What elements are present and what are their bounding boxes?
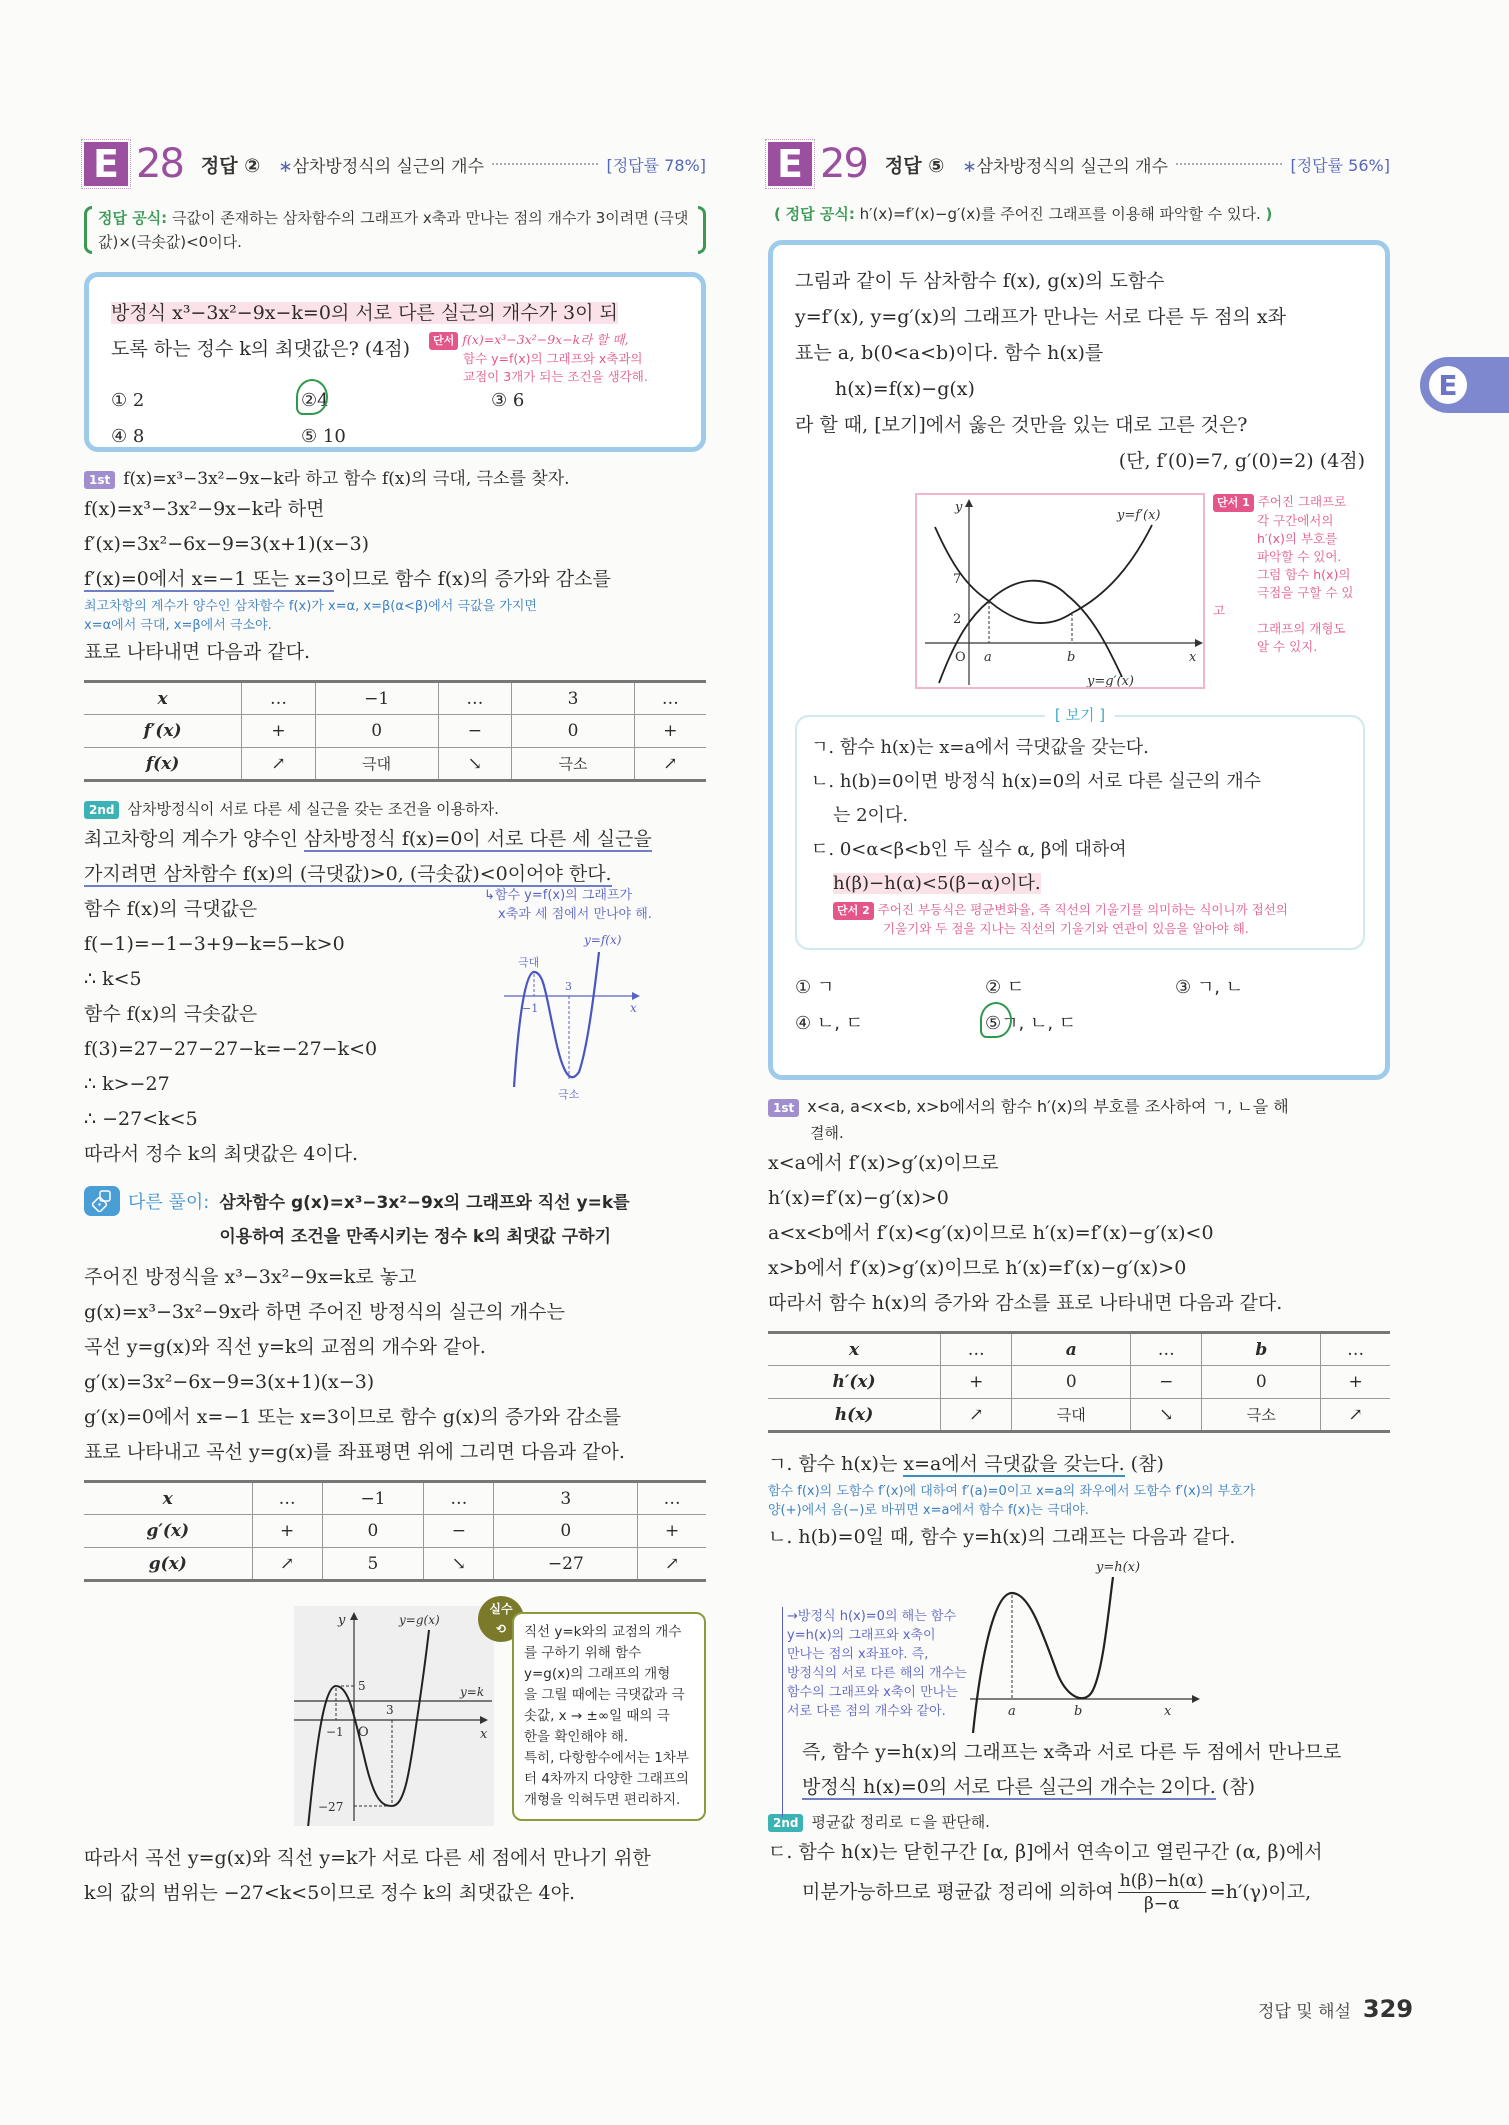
svg-text:y=f(x): y=f(x) [584,933,622,947]
fraction: $\frac{h(\beta)-h(\alpha)}{\beta-\alpha}$ [1119,1871,1204,1914]
footer-label: 정답 및 해설 [1258,2002,1351,2022]
graph-h-block [768,1555,1390,1735]
topic: ∗삼차방정식의 실근의 개수 [278,156,485,177]
graph-g [294,1606,494,1826]
question-line: 방정식 x³−3x²−9x−k=0의 서로 다른 실근의 개수가 3이 되 [111,302,618,324]
svg-text:극대: 극대 [518,956,540,969]
hint-2: 단서 2 주어진 부등식은 평균변화율, 즉 직선의 기울기를 의미하는 식이니까 접선의 기울기와 두 점을 지나는 직선의 기울기와 연관이 있음을 알아야 해. [811,901,1349,938]
solution-line: f(x)=x³−3x²−9x−k라 하면 [84,498,325,520]
hint: 단서 f(x)=x³−3x²−9x−k라 할 때, 함수 y=f(x)의 그래프와 x축과의 교점이 3개가 되는 조건을 생각해. [429,331,648,386]
svg-text:x: x [1164,1704,1172,1719]
svg-text:b: b [1067,650,1076,665]
svg-text:2: 2 [953,612,962,627]
svg-text:O: O [358,1725,369,1740]
svg-text:x: x [1189,650,1197,665]
side-note: 함수 f(x)의 도함수 f′(x)에 대하여 f′(a)=0이고 x=a의 좌우에서 도함수 f′(x)의 부호가 양(+)에서 음(−)로 바뀌면 x=a에서 함수 f(x)는 극대야. [768,1484,1256,1518]
answer-formula: ( 정답 공식: h′(x)=f′(x)−g′(x)를 주어진 그래프를 이용해 파악할 수 있다. ) [774,205,1273,223]
table-row: h(x) ↗ 극대 ↘ 극소 ↗ [768,1399,1390,1432]
svg-text:극소: 극소 [558,1088,580,1101]
problem-header [84,140,706,188]
svg-text:a: a [984,650,992,665]
choice-1[interactable]: ① ㄱ [795,977,835,998]
graph-f-sketch [504,932,644,1102]
bogi-box: [ 보기 ] ㄱ. 함수 h(x)는 x=a에서 극댓값을 갖는다. ㄴ. h(b)=0이면 방정식 h(x)=0의 서로 다른 실근의 개수 는 2이다. ㄷ. 0<α<β<b인 두 실수 α, β에 대하여 h(β)−h(α)<5(β−α)이다. 단서 2 주어진 부등식은 평균변화율, 즉 직선의 기울기를 의미하는 식이니까 접선의 기울기와 두 점을 지나는 직선의 기울기와 연관이 있음을 알아야 해. [795,715,1365,950]
svg-text:y=h(x): y=h(x) [1096,1560,1141,1575]
svg-text:3: 3 [565,980,572,993]
choice-4[interactable]: ④ 8 [111,426,145,447]
svg-text:y=g(x): y=g(x) [399,1613,440,1627]
choices [795,970,1365,1042]
answer-formula: 정답 공식: 극값이 존재하는 삼차함수의 그래프가 x축과 만나는 점의 개수가 3이려면 (극댓값)×(극솟값)<0이다. [84,206,706,254]
answer-mark: ⑤ [985,1006,1001,1042]
step-tag: 1st [84,471,115,489]
question-line: 도록 하는 정수 k의 최댓값은? (4점) [111,338,411,360]
bogi-item: ㄱ. 함수 h(x)는 x=a에서 극댓값을 갖는다. [811,737,1149,758]
mistake-badge: 실수 ⟲ [478,1596,524,1642]
graph-g-block [84,1596,706,1841]
variation-table-g [84,1480,706,1582]
problem-header [768,140,1390,188]
svg-text:y=k: y=k [460,1685,485,1699]
svg-text:y=f′(x): y=f′(x) [1117,508,1161,523]
svg-text:7: 7 [953,572,962,587]
problem-28: E 28 정답 ② ∗삼차방정식의 실근의 개수 [정답률 78%] 정답 공식: 극값이 존재하는 삼차함수의 그래프가 x축과 만나는 점의 개수가 3이려면 (극댓값)×(극솟값)<0이다. 방정식 x³−3x²−9x−k=0의 서로 다른 실근의 개수가 3이 되 도록 하는 정수 k의 최댓값은? (4점) 단서 f(x)=x³−3x²−9x−k라 할 때, 함수 y=f(x)의 그래프와 x축과의 교점이 3개가 되는 조건을 생각해. ① 2 ②4 ③ 6 ④ 8 ⑤ 10 1st f(x)=x³−3x²−9x−k라 하고 함수 f(x)의 극대, 극소를 찾자. f(x)=x³−3x²−9x−k라 하면 f′(x)=3x²−6x−9=3(x+1)(x−3) f′(x)=0에서 x=−1 또는 x=3이므로 함수 f(x)의 증가와 감소를 최고차항의 계수가 양수인 삼차함수 f(x)가 x=α, x=β(α<β)에서 극값을 가지면 x=α에서 극대, x=β에서 극소야. 표로 나타내면 다음과 같다. x … −1 … 3 … f′(x) + 0 − 0 + f(x) ↗ 극대 ↘ 극소 ↗ 2nd 삼차방정식이 서로 다른 세 실근을 갖는 조건을 이용하자. 최고차항의 계수가 양수인 삼차방정식 f(x)=0이 서로 다른 세 실근을 가지려면 삼차함수 f(x)의 (극댓값)>0, (극솟값)<0이어야 한다. 함수 f(x)의 극댓값은 f(−1)=−1−3+9−k=5−k>0 ∴ k<5 함수 f(x)의 극솟값은 f(3)=27−27−27−k=−27−k<0 ∴ k>−27 ∴ −27<k<5 따라서 정수 k의 최댓값은 4이다. ↳함수 y=f(x)의 그래프가 x축과 세 점에서 만나야 해. y=f(x) 극대 x −1 3 극소 다른 풀이: 삼차함수 g(x)=x³−3x²−9x의 그래프와 직선 y=k를 이용하여 조건을 만족시키는 정수 k의 최댓값 구하기 주어진 방정식을 x³−3x²−9x=k로 놓고 g(x)=x³−3x²−9x라 하면 주어진 방정식의 실근의 개수는 곡선 y=g(x)와 직선 y=k의 교점의 개수와 같아. g′(x)=3x²−6x−9=3(x+1)(x−3) g′(x)=0에서 x=−1 또는 x=3이므로 함수 g(x)의 증가와 감소를 표로 나타내고 곡선 y=g(x)를 좌표평면 위에 그리면 다음과 같아. x … −1 … 3 … g′(x) + 0 − 0 + g(x) ↗ 5 ↘ −27 ↗ y x O y=k y=g(x) 5 −27 −1 3 실수 ⟲ 직선 y=k와의 교점의 개수 를 구하기 위해 함수 y=g(x)의 그래프의 개형 을 그릴 때에는 극댓값과 극 솟값, x → ±∞일 때의 극 한을 확인해야 해. 특히, 다항함수에서는 1차부 터 4차까지 다양한 그래프의 개형을 익혀두면 편리하지. 따라서 곡선 y=g(x)와 직선 y=k가 서로 다른 세 점에서 만나기 위한 k의 값의 범위는 −27<k<5이므로 정수 k의 최댓값은 4야. [84,141,706,1904]
step-tag: 2nd [84,801,119,819]
svg-text:y=g′(x): y=g′(x) [1087,674,1134,689]
graph-h [968,1555,1208,1735]
bracket-left [84,206,92,254]
hint-1: 단서 1 주어진 그래프로 각 구간에서의 h′(x)의 부호를 파악할 수 있어. 그럼 함수 h(x)의 극점을 구할 수 있고 그래프의 개형도 알 수 있지. [1213,494,1354,654]
side-note: 최고차항의 계수가 양수인 삼차함수 f(x)가 x=α, x=β(α<β)에서 극값을 가지면 x=α에서 극대, x=β에서 극소야. [84,599,537,633]
choice-5[interactable]: ⑤ㄱ, ㄴ, ㄷ [985,1006,1175,1042]
correct-rate: [정답률 78%] [606,155,706,175]
bogi-item: ㄴ. h(b)=0이면 방정식 h(x)=0의 서로 다른 실근의 개수 [811,771,1261,792]
star-icon: ∗ [962,156,977,177]
side-note: →방정식 h(x)=0의 해는 함수 y=h(x)의 그래프와 x축이 만나는 점의 x좌표야. 즉, 방정식의 서로 다른 해의 개수는 함수의 그래프와 x축이 만나는 서로 다른 점의 개수와 같아. [782,1607,992,1817]
dice-icon [84,1186,120,1216]
dotted-leader [492,163,598,165]
answer-label: 정답 ② [200,154,261,177]
variation-table-h [768,1331,1390,1433]
step-2: 2nd 평균값 정리로 ㄷ을 판단해. [768,1809,1390,1835]
solution-line: f′(x)=0에서 x=−1 또는 x=3이므로 함수 f(x)의 증가와 감소를 [84,568,611,590]
answer-mark: ② [301,383,317,419]
chapter-badge: E [768,142,812,186]
question-box: 그림과 같이 두 삼차함수 f(x), g(x)의 도함수 y=f′(x), y=g′(x)의 그래프가 만나는 서로 다른 두 점의 x좌 표는 a, b(0<a<b)이다. 함수 h(x)를 h(x)=f(x)−g(x) 라 할 때, [보기]에서 옳은 것만을 있는 대로 고른 것은? (단, f′(0)=7, g′(0)=2) (4점) y x O 7 2 a b y=f′(x) y=g′(x) 단서 1 주어진 그래프로 각 구간에서의 h′(x)의 부호를 파악할 수 있어. 그럼 함수 h(x)의 극점을 구할 수 있고 그래프의 개형도 알 수 있지. [ 보기 ] ㄱ. 함수 h(x)는 x=a에서 극댓값을 갖는다. ㄴ. h(b)=0이면 방정식 h(x)=0의 서로 다른 실근의 개수 는 2이다. ㄷ. 0<α<β<b인 두 실수 α, β에 대하여 h(β)−h(α)<5(β−α)이다. 단서 2 주어진 부등식은 평균변화율, 즉 직선의 기울기를 의미하는 식이니까 접선의 기울기와 두 점을 지나는 직선의 기울기와 연관이 있음을 알아야 해. ① ㄱ ② ㄷ ③ ㄱ, ㄴ ④ ㄴ, ㄷ ⑤ㄱ, ㄴ, ㄷ [768,240,1390,1080]
svg-text:−27: −27 [318,1800,344,1814]
graph-fprime-gprime [915,493,1205,689]
choice-2[interactable]: ②4 [301,383,491,419]
solution-line: 가지려면 삼차함수 f(x)의 (극댓값)>0, (극솟값)<0이어야 한다. [84,863,612,885]
graph-block [795,483,1365,693]
correct-rate: [정답률 56%] [1290,155,1390,175]
side-note: ↳함수 y=f(x)의 그래프가 x축과 세 점에서 만나야 해. [484,888,652,922]
choice-3[interactable]: ③ 6 [491,390,525,411]
variation-table-f [84,680,706,782]
svg-text:−1: −1 [522,1002,539,1015]
step-2: 2nd 삼차방정식이 서로 다른 세 실근을 갖는 조건을 이용하자. [84,796,706,822]
star-icon: ∗ [278,156,293,177]
table-row: f(x) ↗ 극대 ↘ 극소 ↗ [84,748,706,781]
topic: ∗삼차방정식의 실근의 개수 [962,156,1169,177]
alternative-solution-header: 다른 풀이: 삼차함수 g(x)=x³−3x²−9x의 그래프와 직선 y=k를 이용하여 조건을 만족시키는 정수 k의 최댓값 구하기 [84,1186,706,1254]
solution-line: 표로 나타내면 다음과 같다. [84,641,311,663]
bracket-right [698,206,706,254]
solution-line: f′(x)=3x²−6x−9=3(x+1)(x−3) [84,533,370,555]
page-number: 329 [1362,1995,1414,2023]
table-row: h′(x) + 0 − 0 + [768,1366,1390,1399]
page-footer [1258,1995,1413,2023]
svg-text:O: O [955,650,966,665]
choice-1[interactable]: ① 2 [111,390,145,411]
svg-text:5: 5 [358,1679,366,1693]
bogi-item: ㄷ. 0<α<β<b인 두 실수 α, β에 대하여 [811,839,1127,860]
svg-text:x: x [630,1001,637,1015]
problem-number: 28 [136,141,183,187]
choice-3[interactable]: ③ ㄱ, ㄴ [1175,977,1244,998]
choice-4[interactable]: ④ ㄴ, ㄷ [795,1013,864,1034]
svg-text:3: 3 [386,1703,394,1717]
problem-number: 29 [820,141,867,187]
svg-text:y: y [955,500,963,515]
svg-text:x: x [480,1727,488,1742]
step-1: 1st f(x)=x³−3x²−9x−k라 하고 함수 f(x)의 극대, 극소를 찾자. [84,466,706,492]
table-row: f′(x) + 0 − 0 + [84,715,706,748]
choice-5[interactable]: ⑤ 10 [301,426,346,447]
step-1: 1st x<a, a<x<b, x>b에서의 함수 h′(x)의 부호를 조사하여 ㄱ, ㄴ을 해 결해. [768,1094,1390,1146]
chapter-side-tab[interactable]: E [1420,357,1509,413]
svg-text:−1: −1 [326,1725,344,1739]
chapter-badge: E [84,142,128,186]
svg-text:a: a [1008,1704,1016,1719]
svg-text:b: b [1074,1704,1083,1719]
table-row: x … −1 … 3 … [84,1482,706,1515]
choices [111,383,681,455]
table-row: x … a … b … [768,1333,1390,1366]
answer-label: 정답 ⑤ [884,154,945,177]
table-row: x … −1 … 3 … [84,682,706,715]
step2-body: 함수 f(x)의 극댓값은 f(−1)=−1−3+9−k=5−k>0 ∴ k<5 함수 f(x)의 극솟값은 f(3)=27−27−27−k=−27−k<0 ∴ k>−27 ∴ −27<k<5 따라서 정수 k의 최댓값은 4이다. ↳함수 y=f(x)의 그래프가 x축과 세 점에서 만나야 해. y=f(x) 극대 x −1 3 극소 [84,888,652,1165]
problem-29: E 29 정답 ⑤ ∗삼차방정식의 실근의 개수 [정답률 56%] ( 정답 공식: h′(x)=f′(x)−g′(x)를 주어진 그래프를 이용해 파악할 수 있다. ) 그림과 같이 두 삼차함수 f(x), g(x)의 도함수 y=f′(x), y=g′(x)의 그래프가 만나는 서로 다른 두 점의 x좌 표는 a, b(0<a<b)이다. 함수 h(x)를 h(x)=f(x)−g(x) 라 할 때, [보기]에서 옳은 것만을 있는 대로 고른 것은? (단, f′(0)=7, g′(0)=2) (4점) y x O 7 2 a b y=f′(x) y=g′(x) 단서 1 주어진 그래프로 각 구간에서의 h′(x)의 부호를 파악할 수 있어. 그럼 함수 h(x)의 극점을 구할 수 있고 그래프의 개형도 알 수 있지. [ 보기 ] ㄱ. 함수 h(x)는 x=a에서 극댓값을 갖는다. ㄴ. h(b)=0이면 방정식 h(x)=0의 서로 다른 실근의 개수 는 2이다. ㄷ. 0<α<β<b인 두 실수 α, β에 대하여 h(β)−h(α)<5(β−α)이다. 단서 2 주어진 부등식은 평균변화율, 즉 직선의 기울기를 의미하는 식이니까 접선의 기울기와 두 점을 지나는 직선의 기울기와 연관이 있음을 알아야 해. ① ㄱ ② ㄷ ③ ㄱ, ㄴ ④ ㄴ, ㄷ ⑤ㄱ, ㄴ, ㄷ 1st x<a, a<x<b, x>b에서의 함수 h′(x)의 부호를 조사하여 ㄱ, ㄴ을 해 결해. x<a에서 f′(x)>g′(x)이므로 h′(x)=f′(x)−g′(x)>0 a<x<b에서 f′(x)<g′(x)이므로 h′(x)=f′(x)−g′(x)<0 x>b에서 f′(x)>g′(x)이므로 h′(x)=f′(x)−g′(x)>0 따라서 함수 h(x)의 증가와 감소를 표로 나타내면 다음과 같다. x … a … b … h′(x) + 0 − 0 + h(x) ↗ 극대 ↘ 극소 ↗ ㄱ. 함수 h(x)는 x=a에서 극댓값을 갖는다. (참) 함수 f(x)의 도함수 f′(x)에 대하여 f′(a)=0이고 x=a의 좌우에서 도함수 f′(x)의 부호가 양(+)에서 음(−)로 바뀌면 x=a에서 함수 f(x)는 극대야. ㄴ. h(b)=0일 때, 함수 y=h(x)의 그래프는 다음과 같다. y=h(x) x a b →방정식 h(x)=0의 해는 함수 y=h(x)의 그래프와 x축이 만나는 점의 x좌표야. 즉, 방정식의 서로 다른 해의 개수는 함수의 그래프와 x축이 만나는 서로 다른 점의 개수와 같아. 즉, 함수 y=h(x)의 그래프는 x축과 서로 다른 두 점에서 만나므로 방정식 h(x)=0의 서로 다른 실근의 개수는 2이다. (참) 2nd 평균값 정리로 ㄷ을 판단해. ㄷ. 함수 h(x)는 닫힌구간 [α, β]에서 연속이고 열린구간 (α, β)에서 미분가능하므로 평균값 정리에 의하여 $\frac{h(\beta)-h(\alpha)}{\beta-\alpha}$ =h′(γ)이고, [768,141,1390,1914]
svg-text:y: y [338,1613,346,1628]
table-row: g′(x) + 0 − 0 + [84,1515,706,1548]
question-box [84,272,706,452]
dotted-leader [1176,163,1282,165]
table-row: g(x) ↗ 5 ↘ −27 ↗ [84,1548,706,1581]
solution-line: 최고차항의 계수가 양수인 삼차방정식 f(x)=0이 서로 다른 세 실근을 [84,828,652,850]
mistake-note: 직선 y=k와의 교점의 개수 를 구하기 위해 함수 y=g(x)의 그래프의 개형 을 그릴 때에는 극댓값과 극 솟값, x → ±∞일 때의 극 한을 확인해야 해. 특히, 다항함수에서는 1차부 터 4차까지 다양한 그래프의 개형을 익혀두면 편리하지. [512,1612,706,1821]
choice-2[interactable]: ② ㄷ [985,977,1025,998]
